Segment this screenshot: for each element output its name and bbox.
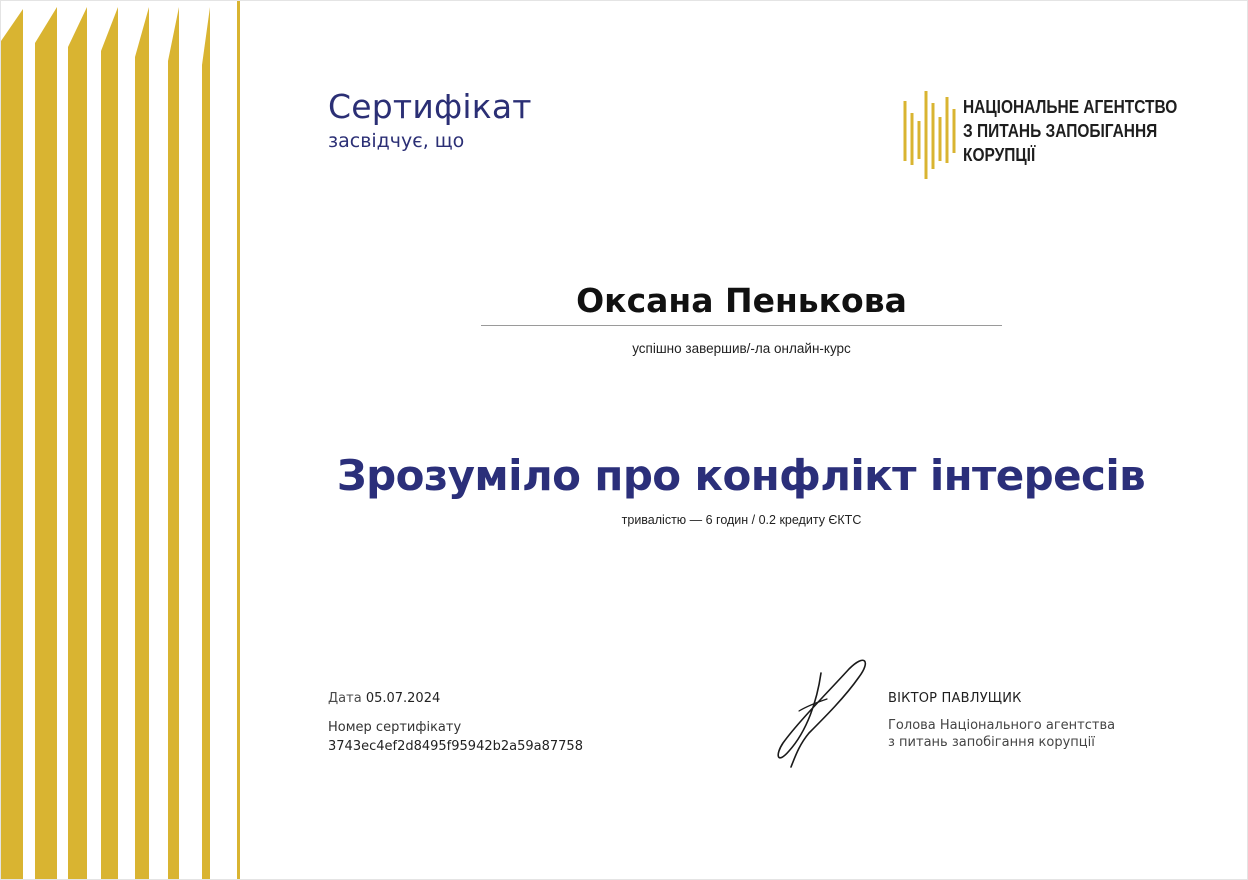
certificate-details [328, 689, 583, 756]
course-title: Зрозуміло про конфлікт інтересів [336, 451, 1146, 500]
recipient-name: Оксана Пенькова [576, 281, 907, 320]
nazk-logo-icon [901, 89, 957, 181]
completed-text: успішно завершив/-ла онлайн-курс [632, 341, 851, 356]
name-underline [481, 325, 1002, 326]
organization-name-line3: КОРУПЦІЇ [963, 145, 1036, 165]
number-label: Номер сертифікату [328, 720, 462, 735]
organization-logo [901, 89, 1212, 181]
certificate-title: Сертифікат [328, 87, 532, 126]
certificate-number: 3743ec4ef2d8495f95942b2a59a87758 [328, 739, 583, 754]
certificate-header [328, 87, 532, 155]
signer-name: ВІКТОР ПАВЛУЩИК [888, 691, 1022, 706]
gold-stripes-decoration [1, 1, 251, 880]
signature-icon [769, 651, 879, 771]
certificate-subtitle: засвідчує, що [328, 130, 465, 152]
date-label: Дата [328, 691, 362, 706]
signer-role: Голова Національного агентства з питань запобігання корупції [888, 718, 1116, 750]
organization-name-line2: З ПИТАНЬ ЗАПОБІГАННЯ [963, 121, 1158, 141]
organization-name [963, 95, 1177, 167]
organization-name-line1: НАЦІОНАЛЬНЕ АГЕНТСТВО [963, 97, 1178, 117]
course-duration: тривалістю — 6 годин / 0.2 кредиту ЄКТС [621, 513, 862, 527]
signer-block [888, 690, 1168, 751]
date-row [328, 689, 583, 708]
date-value: 05.07.2024 [365, 691, 441, 706]
